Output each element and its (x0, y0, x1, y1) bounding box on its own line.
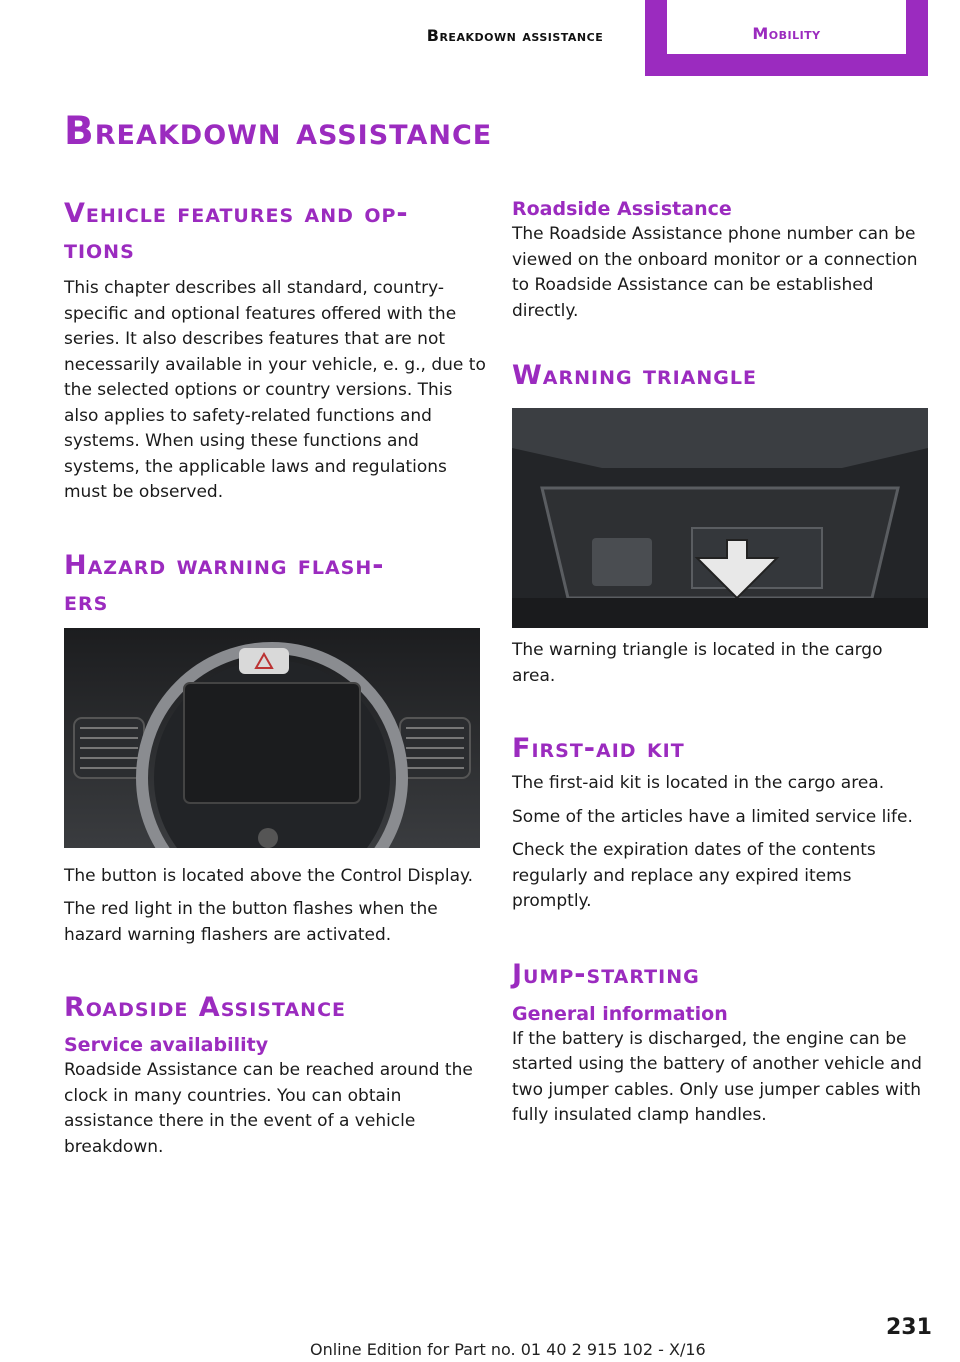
heading-general-information: General information (512, 1002, 728, 1025)
heading-roadside-assistance: Roadside Assistance (64, 992, 346, 1023)
heading-service-availability: Service availability (64, 1034, 269, 1056)
heading-vehicle-features-line2: tions (64, 234, 135, 265)
header-chapter-label: Mobility (667, 0, 906, 54)
footer-edition: Online Edition for Part no. 01 40 2 915 102 - X/16 (310, 1340, 706, 1359)
hazard-text-1: The button is located above the Control Display. (64, 865, 474, 886)
dashboard-illustration (64, 628, 480, 848)
heading-hazard-line2: ers (64, 585, 109, 617)
heading-roadside-assistance-sub: Roadside Assistance (512, 198, 732, 220)
header-section-label: Breakdown assistance (426, 26, 604, 45)
heading-first-aid-kit: First-aid kit (512, 733, 685, 764)
heading-hazard-line1: Hazard warning flash‐ (64, 549, 385, 581)
hazard-button-photo (64, 628, 480, 848)
heading-jump-starting: Jump-starting (512, 958, 700, 990)
first-aid-text-2: Some of the articles have a limited service life. (512, 806, 913, 827)
page-number: 231 (886, 1315, 932, 1340)
first-aid-text-1: The first-aid kit is located in the cargo area. (512, 773, 885, 793)
roadside-text: The Roadside Assistance phone number can be viewed on the onboard monitor or a connection to Roadside Assistance can be established directly. (512, 224, 918, 321)
heading-warning-triangle: Warning triangle (512, 360, 757, 391)
first-aid-text-3: Check the expiration dates of the contents regularly and replace any expired items promptly. (512, 840, 876, 911)
page-title: Breakdown assistance (64, 109, 493, 154)
hazard-text-2: The red light in the button flashes when the hazard warning flashers are activated. (64, 899, 438, 945)
warning-triangle-text: The warning triangle is located in the cargo area. (512, 640, 883, 686)
service-availability-text: Roadside Assistance can be reached around the clock in many countries. You can obtain assistance there in the event of a vehicle breakdown. (64, 1060, 473, 1157)
heading-vehicle-features-line1: Vehicle features and op‐ (64, 198, 409, 229)
left-column (64, 196, 486, 1168)
header-chapter-tab (645, 0, 928, 76)
vehicle-features-text: This chapter describes all standard, country-specific and optional features offered with the series. It also describes features that are not necessarily available in your vehicle, e. g., due to the selected options or country versions. This also applies to safety-related functions and systems. When using these functions and systems, the applicable laws and regulations must be observed. (64, 278, 486, 502)
right-column (512, 196, 928, 1137)
general-information-text: If the battery is discharged, the engine can be started using the battery of another vehicle and two jumper cables. Only use jumper cables with fully insulated clamp handles. (512, 1028, 922, 1125)
cargo-area-photo (512, 408, 928, 628)
cargo-illustration (512, 408, 928, 628)
